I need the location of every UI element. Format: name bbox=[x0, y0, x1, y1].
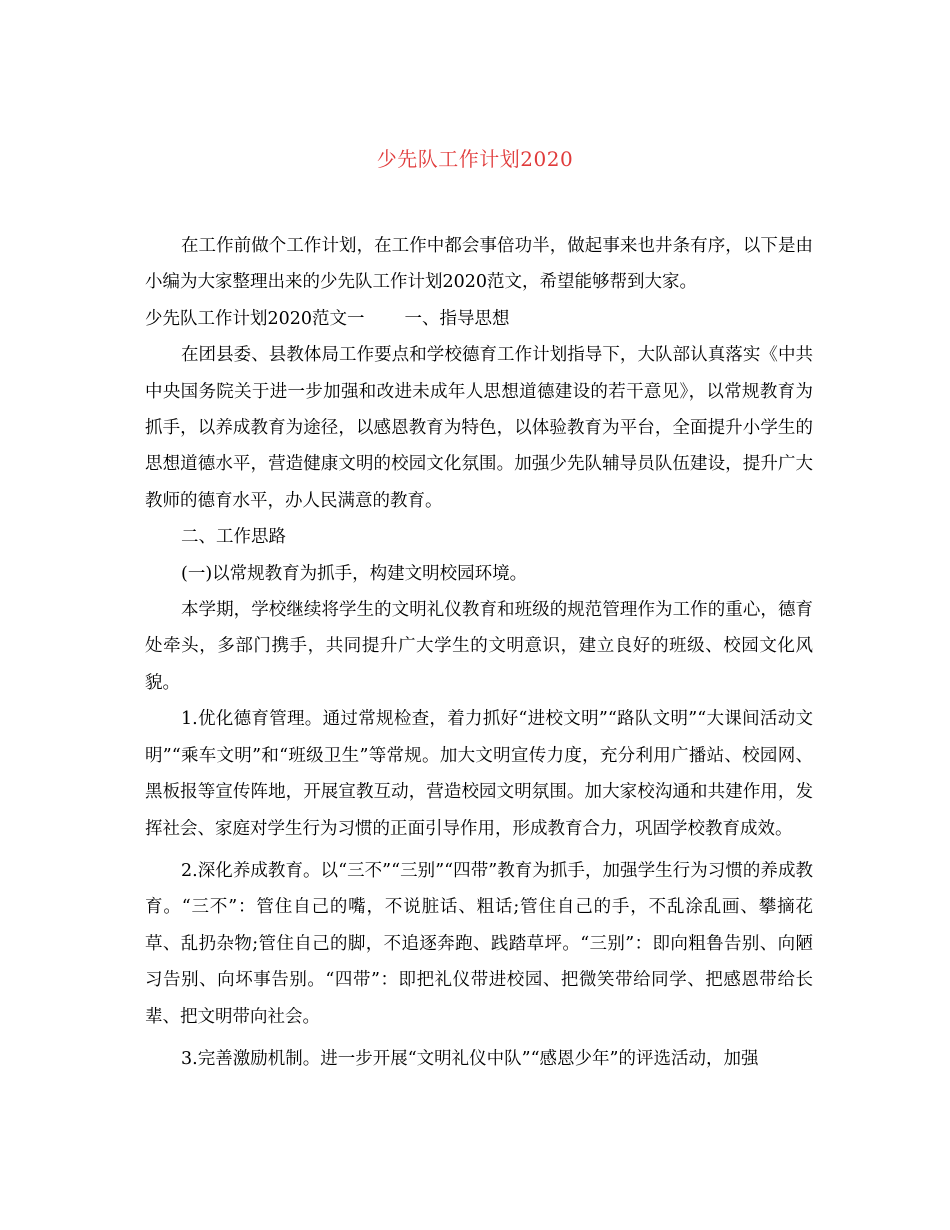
semester-plan-paragraph: 本学期，学校继续将学生的文明礼仪教育和班级的规范管理作为工作的重心，德育处牵头，多部门携手，共同提升广大学生的文明意识，建立良好的班级、校园文化风貌。 bbox=[145, 600, 813, 693]
list-item-optimize-management: 1.优化德育管理。通过常规检查，着力抓好“进校文明”“路队文明”“大课间活动文明”“乘车文明”和“班级卫生”等常规。加大文明宣传力度，充分利用广播站、校园网、黑板报等宣传阵地，开展宣教互动，营造校园文明氛围。加大家校沟通和共建作用，发挥社会、家庭对学生行为习惯的正面引导作用，形成教育合力，巩固学校教育成效。 bbox=[145, 709, 813, 839]
document-title: 少先队工作计划2020 bbox=[376, 147, 574, 171]
guiding-thought-paragraph: 在团县委、县教体局工作要点和学校德育工作计划指导下，大队部认真落实《中共中央国务院关于进一步加强和改进未成年人思想道德建设的若干意见》，以常规教育为抓手，以养成教育为途径，以感恩教育为特色，以体验教育为平台，全面提升小学生的思想道德水平，营造健康文明的校园文化氛围。加强少先队辅导员队伍建设，提升广大教师的德育水平，办人民满意的教育。 bbox=[145, 345, 813, 511]
intro-paragraph: 在工作前做个工作计划，在工作中都会事倍功半，做起事来也井条有序，以下是由小编为大家整理出来的少先队工作计划2020范文，希望能够帮到大家。 bbox=[145, 236, 813, 293]
fanwen-label: 少先队工作计划2020范文一 bbox=[145, 308, 365, 329]
document-body bbox=[145, 228, 813, 1077]
list-item-deepen-habit-education: 2.深化养成教育。以“三不”“三别”“四带”教育为抓手，加强学生行为习惯的养成教育。“三不”：管住自己的嘴，不说脏话、粗话;管住自己的手，不乱涂乱画、攀摘花草、乱扔杂物;管住自己的脚，不追逐奔跑、践踏草坪。“三别”：即向粗鲁告别、向陋习告别、向坏事告别。“四带”：即把礼仪带进校园、把微笑带给同学、把感恩带给长辈、把文明带向社会。 bbox=[145, 860, 813, 1027]
list-item-improve-incentives: 3.完善激励机制。进一步开展“文明礼仪中队”“感恩少年”的评选活动，加强 bbox=[181, 1048, 759, 1069]
section-heading-work-ideas: 二、工作思路 bbox=[181, 527, 286, 548]
section-heading-guiding-thought: 一、指导思想 bbox=[404, 308, 510, 329]
subsection-heading-routine-education: (一)以常规教育为抓手，构建文明校园环境。 bbox=[181, 563, 528, 584]
fanwen-line bbox=[145, 301, 813, 337]
